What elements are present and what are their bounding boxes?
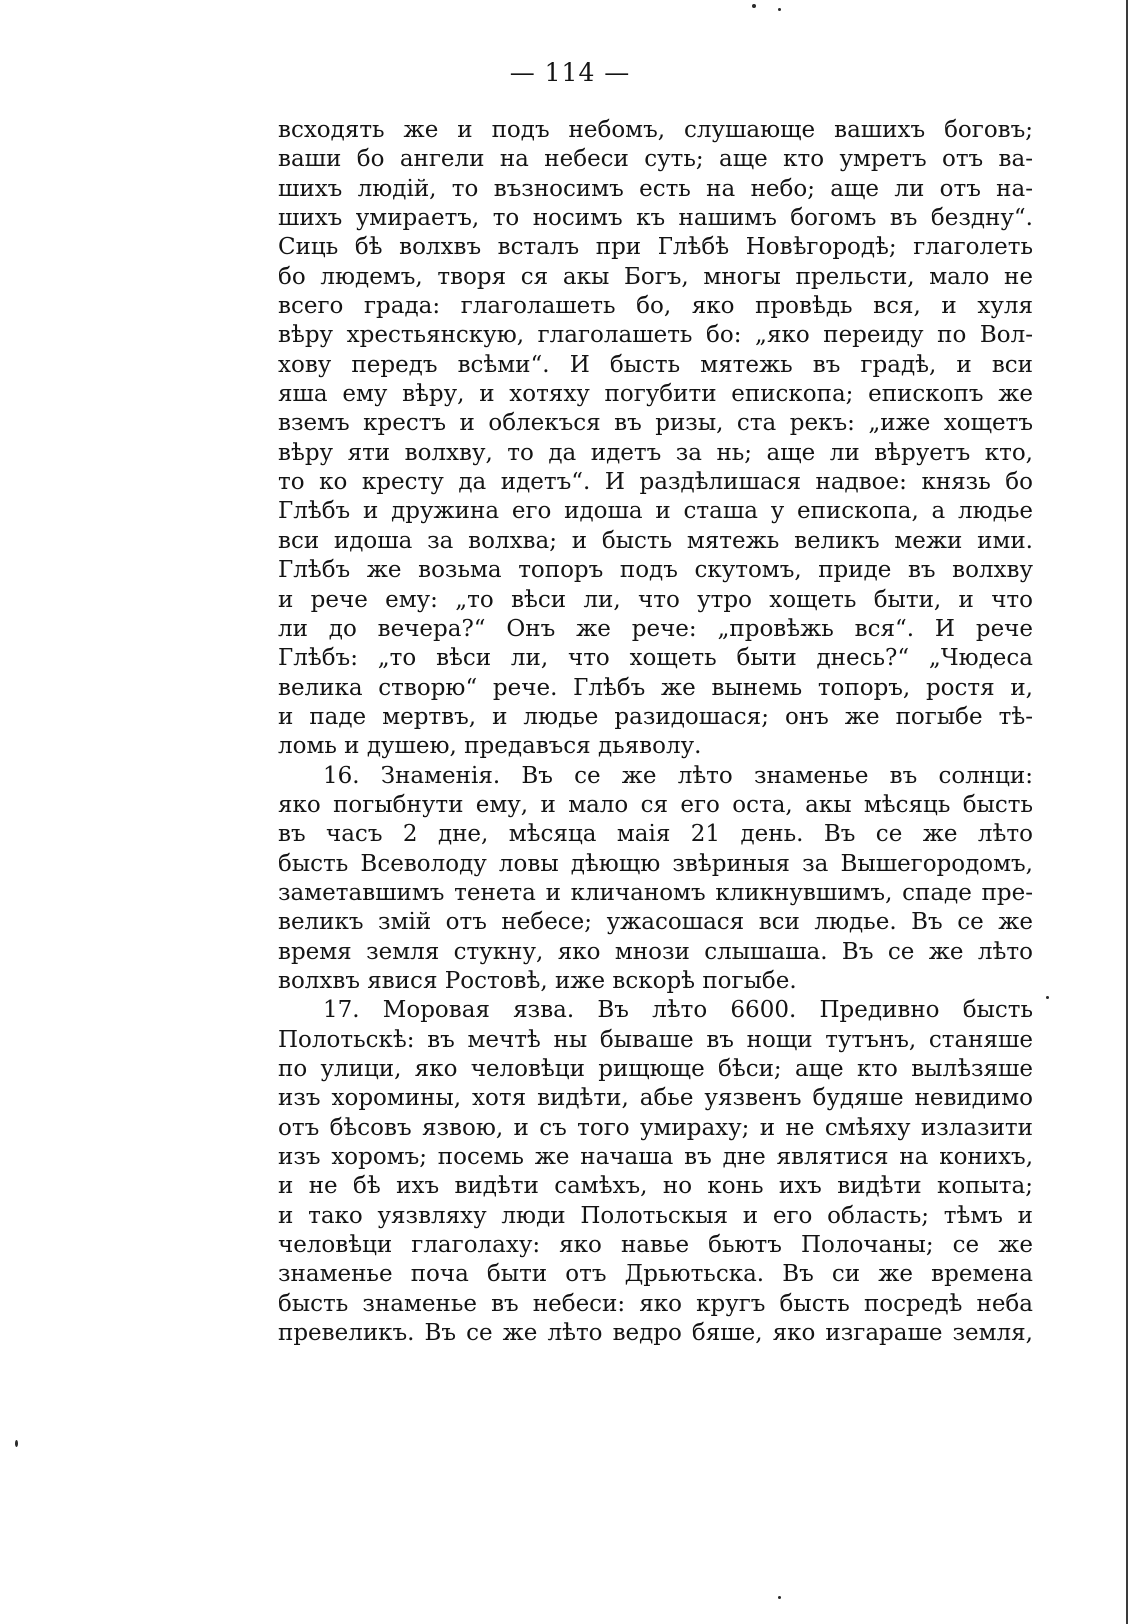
text-line: бысть Всеволоду ловы дѣющю звѣриныя за Вышегородомъ, bbox=[278, 850, 1033, 877]
body-text bbox=[278, 116, 1033, 1348]
text-line: велика створю“ рече. Глѣбъ же вынемь топоръ, ростя и, bbox=[278, 674, 1033, 701]
text-line: то ко кресту да идетъ“. И раздѣлишася надвое: князь бо bbox=[278, 469, 1033, 496]
text-line: время земля стукну, яко мнози слышаша. Въ се же лѣто bbox=[278, 938, 1033, 965]
section-heading-line: 17. Моровая язва. Въ лѣто 6600. Предивно бысть bbox=[323, 997, 1033, 1024]
text-line: и рече ему: „то вѣси ли, что утро хощеть быти, и что bbox=[278, 586, 1033, 613]
text-line: вси идоша за волхва; и бысть мятежь великъ межи ими. bbox=[278, 527, 1033, 554]
text-line: ломь и душею, предавъся дьяволу. bbox=[278, 733, 702, 760]
scan-speck bbox=[778, 8, 781, 11]
text-line: бо людемъ, творя ся акы Богъ, многы прельсти, мало не bbox=[278, 263, 1033, 290]
text-line: по улици, яко человѣци рищюще бѣси; аще кто вылѣзяше bbox=[278, 1056, 1033, 1082]
text-line: ваши бо ангели на небеси суть; аще кто умретъ отъ ва- bbox=[278, 146, 1033, 173]
scan-speck bbox=[778, 1596, 781, 1599]
text-line: отъ бѣсовъ язвою, и съ того умираху; и не смѣяху излазити bbox=[278, 1114, 1033, 1141]
text-line: шихъ людій, то възносимъ есть на небо; аще ли отъ на- bbox=[278, 175, 1033, 202]
text-line: яша ему вѣру, и хотяху погубити епископа; епископъ же bbox=[278, 381, 1033, 408]
text-line: человѣци глаголаху: яко навье бьютъ Полочаны; се же bbox=[278, 1232, 1033, 1259]
text-line: ли до вечера?“ Онъ же рече: „провѣжь вся“. И рече bbox=[278, 615, 1033, 642]
text-line: всходять же и подъ небомъ, слушающе вашихъ боговъ; bbox=[278, 117, 1033, 143]
text-line: великъ змій отъ небесе; ужасошася вси людье. Въ се же bbox=[278, 909, 1033, 936]
text-line: яко погыбнути ему, и мало ся его оста, акы мѣсяць бысть bbox=[278, 791, 1033, 818]
scan-speck bbox=[752, 4, 756, 8]
text-line: заметавшимъ тенета и кличаномъ кликнувшимъ, спаде пре- bbox=[278, 879, 1033, 906]
text-line: всего града: глаголашеть бо, яко провѣдь вся, и хуля bbox=[278, 293, 1033, 320]
text-line: Глѣбъ же возьма топоръ подъ скутомъ, приде въ волхву bbox=[278, 557, 1033, 584]
scan-speck bbox=[15, 1440, 18, 1447]
text-line: хову передъ всѣми“. И бысть мятежь въ градѣ, и вси bbox=[278, 351, 1033, 378]
text-line: Полотьскѣ: въ мечтѣ ны бываше въ нощи тутънъ, станяше bbox=[278, 1026, 1033, 1053]
text-line: знаменье поча быти отъ Дрьютьска. Въ си же времена bbox=[278, 1261, 1033, 1288]
page-edge-line bbox=[1126, 0, 1128, 1624]
text-line: изъ хоромины, хотя видѣти, абье уязвенъ будяше невидимо bbox=[278, 1085, 1033, 1112]
text-line: Глѣбъ и дружина его идоша и сташа у епископа, а людье bbox=[278, 498, 1033, 525]
text-line: бысть знаменье въ небеси: яко кругъ бысть посредѣ неба bbox=[278, 1290, 1033, 1317]
text-line: изъ хоромъ; посемь же начаша въ дне являтися на конихъ, bbox=[278, 1144, 1033, 1171]
page-number: — 114 — bbox=[509, 58, 631, 87]
text-line: вѣру яти волхву, то да идетъ за нь; аще ли вѣруетъ кто, bbox=[278, 439, 1033, 466]
text-line: и тако уязвляху люди Полотьскыя и его область; тѣмъ и bbox=[278, 1202, 1033, 1229]
text-line: и не бѣ ихъ видѣти самѣхъ, но конь ихъ видѣти копыта; bbox=[278, 1173, 1033, 1200]
text-line: въ часъ 2 дне, мѣсяца маія 21 день. Въ се же лѣто bbox=[278, 821, 1033, 848]
text-line: вземъ крестъ и облекъся въ ризы, ста рекъ: „иже хощетъ bbox=[278, 410, 1033, 437]
text-line: Глѣбъ: „то вѣси ли, что хощеть быти днесь?“ „Чюдеса bbox=[278, 645, 1033, 672]
scan-speck bbox=[1046, 996, 1049, 999]
text-line: Сиць бѣ волхвъ всталъ при Глѣбѣ Новѣгородѣ; глаголеть bbox=[278, 234, 1033, 261]
text-line: шихъ умираетъ, то носимъ къ нашимъ богомъ въ бездну“. bbox=[278, 205, 1033, 232]
text-line: превеликъ. Въ се же лѣто ведро бяше, яко изгараше земля, bbox=[278, 1320, 1033, 1347]
text-line: волхвъ явися Ростовѣ, иже вскорѣ погыбе. bbox=[278, 967, 797, 994]
text-line: вѣру хрестьянскую, глаголашеть бо: „яко переиду по Вол- bbox=[278, 322, 1033, 349]
section-heading-line: 16. Знаменія. Въ се же лѣто знаменье въ солнци: bbox=[323, 762, 1033, 789]
text-line: и паде мертвъ, и людье разидошася; онъ же погыбе тѣ- bbox=[278, 703, 1033, 730]
